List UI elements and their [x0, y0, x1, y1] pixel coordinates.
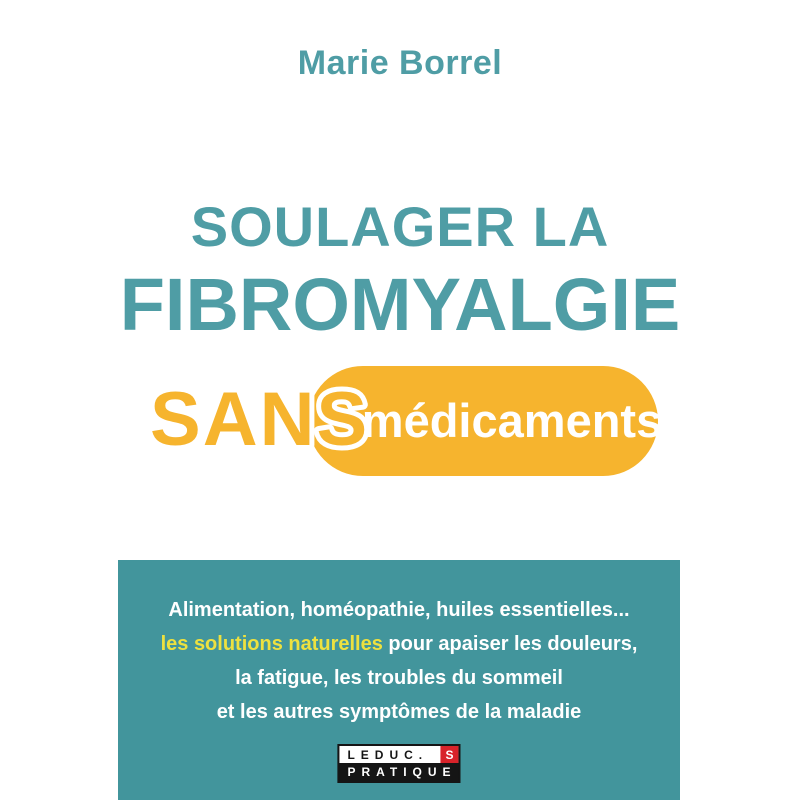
- subtitle-banner: [0, 356, 800, 486]
- publisher-logo-red-s: S: [441, 746, 459, 763]
- blurb-line-2-highlight: les solutions naturelles: [160, 633, 383, 655]
- blurb-line-1: Alimentation, homéopathie, huiles essentielles...: [168, 599, 630, 621]
- publisher-name: LEDUC.: [347, 748, 429, 762]
- publisher-logo-top-row: [339, 746, 458, 763]
- subtitle-sans-word: SANS: [150, 377, 370, 462]
- blurb-line-4: et les autres symptômes de la maladie: [216, 701, 582, 723]
- author-name: Marie Borrel: [297, 44, 503, 82]
- blurb-panel: [118, 560, 680, 800]
- title-line-2: FIBROMYALGIE: [119, 263, 681, 346]
- publisher-imprint: PRATIQUE: [339, 763, 458, 781]
- publisher-logo: [337, 744, 460, 783]
- blurb-line-2-rest: pour apaiser les douleurs,: [382, 633, 638, 655]
- blurb-line-3: la fatigue, les troubles du sommeil: [235, 667, 563, 689]
- blurb-line-2: [118, 627, 680, 661]
- title-line-1: SOULAGER LA: [190, 195, 610, 258]
- subtitle-pill-word: médicaments: [361, 394, 663, 447]
